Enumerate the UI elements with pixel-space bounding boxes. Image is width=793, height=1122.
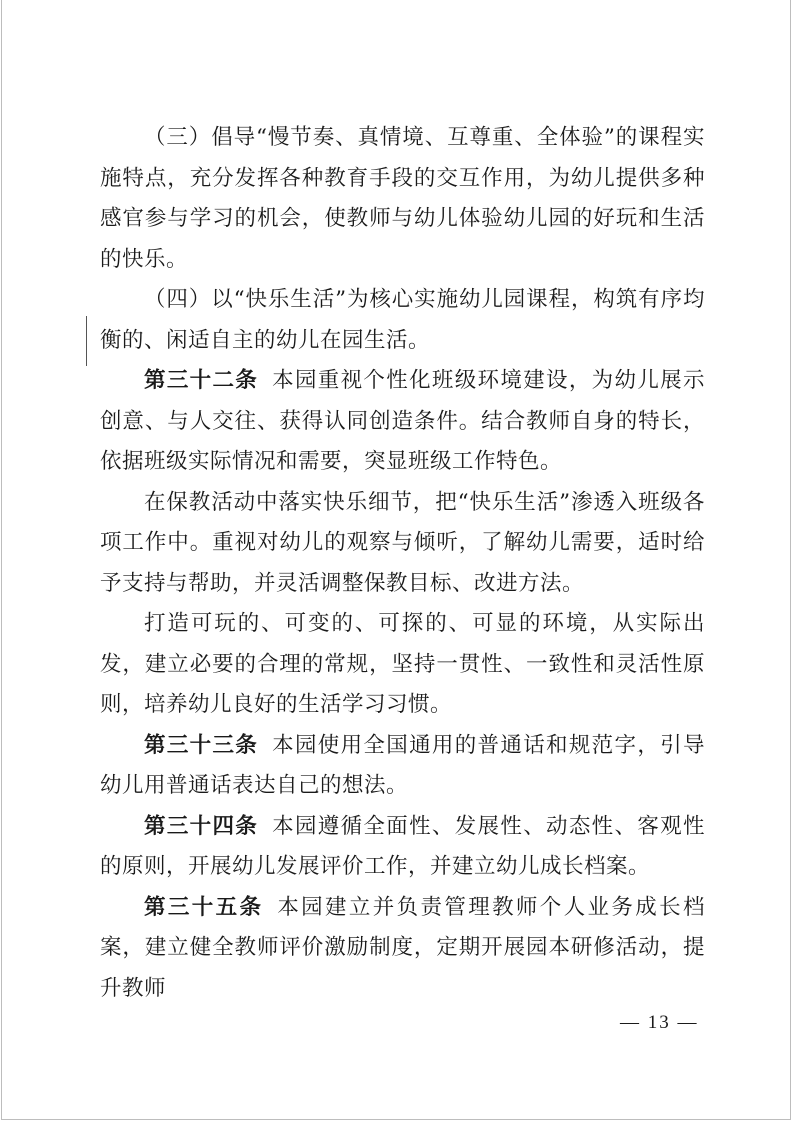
paragraph-text: （四）以“快乐生活”为核心实施幼儿园课程，构筑有序均衡的、闲适自主的幼儿在园生活。 xyxy=(100,287,705,353)
paragraph-text: 本园遵循全面性、发展性、动态性、客观性的原则，开展幼儿发展评价工作，并建立幼儿成长档案。 xyxy=(100,813,705,879)
article-heading: 第三十二条 xyxy=(144,368,259,393)
article-32 xyxy=(100,361,705,483)
paragraph-text: （三）倡导“慢节奏、真情境、互尊重、全体验”的课程实施特点，充分发挥各种教育手段的交互作用，为幼儿提供多种感官参与学习的机会，使教师与幼儿体验幼儿园的好玩和生活的快乐。 xyxy=(100,125,705,272)
article-heading: 第三十四条 xyxy=(144,813,259,839)
paragraph-details xyxy=(100,483,705,605)
page-number: — 13 — xyxy=(620,1012,699,1033)
paragraph-text: 本园重视个性化班级环境建设，为幼儿展示创意、与人交往、获得认同创造条件。结合教师自身的特长，依据班级实际情况和需要，突显班级工作特色。 xyxy=(100,368,705,474)
paragraph-text: 本园使用全国通用的普通话和规范字，引导幼儿用普通话表达自己的想法。 xyxy=(100,732,705,798)
article-34 xyxy=(100,807,705,888)
paragraph-3 xyxy=(100,118,705,280)
paragraph-text: 打造可玩的、可变的、可探的、可显的环境，从实际出发，建立必要的合理的常规，坚持一贯性、一致性和灵活性原则，培养幼儿良好的生活学习习惯。 xyxy=(100,611,705,717)
article-heading: 第三十五条 xyxy=(144,894,264,920)
article-35 xyxy=(100,888,705,1010)
document-body xyxy=(100,118,705,1009)
paragraph-4 xyxy=(100,280,705,361)
paragraph-environment xyxy=(100,604,705,726)
paragraph-text: 本园建立并负责管理教师个人业务成长档案，建立健全教师评价激励制度，定期开展园本研修活动，提升教师 xyxy=(100,894,705,1001)
article-heading: 第三十三条 xyxy=(144,732,259,758)
article-33 xyxy=(100,726,705,807)
paragraph-text: 在保教活动中落实快乐细节，把“快乐生活”渗透入班级各项工作中。重视对幼儿的观察与倾听，了解幼儿需要，适时给予支持与帮助，并灵活调整保教目标、改进方法。 xyxy=(100,489,705,596)
margin-mark xyxy=(86,316,87,366)
